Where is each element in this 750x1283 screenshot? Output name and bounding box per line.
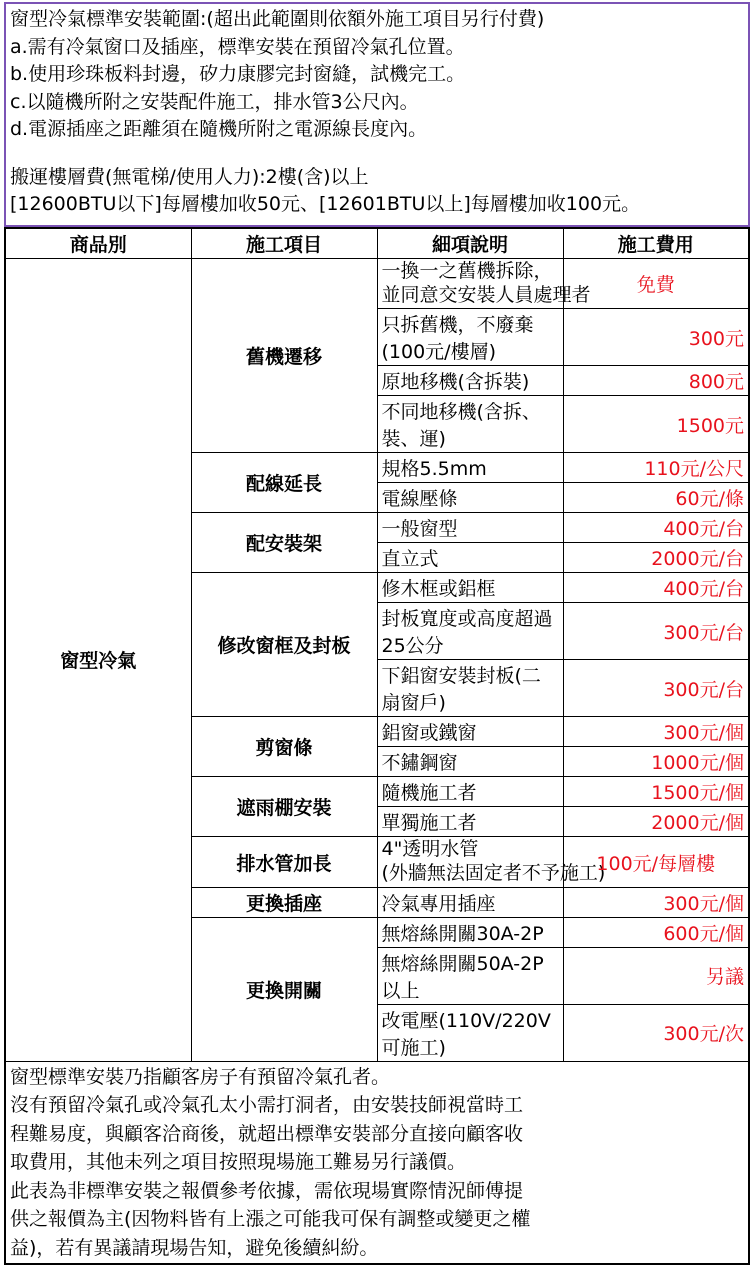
installation-notes-box — [4, 2, 750, 227]
item-cell: 遮雨棚安裝 — [191, 777, 377, 837]
moving-fee-title: 搬運樓層費(無電梯/使用人力):2樓(含)以上 — [10, 165, 369, 188]
header-category: 商品別 — [5, 228, 191, 259]
fee-cell: 300元/個 — [563, 887, 749, 917]
notes-spacer — [10, 144, 744, 164]
table-row — [5, 258, 749, 309]
description-cell: 直立式 — [377, 543, 563, 573]
category-cell: 窗型冷氣 — [5, 258, 191, 1061]
description-cell: 封板寬度或高度超過25公分 — [377, 603, 563, 660]
notes-line-c: c.以隨機所附之安裝配件施工，排水管3公尺內。 — [10, 90, 419, 113]
fee-cell: 免費 — [563, 258, 749, 309]
description-cell: 只拆舊機，不廢棄(100元/樓層) — [377, 309, 563, 366]
fee-cell: 2000元/個 — [563, 807, 749, 837]
item-cell: 配安裝架 — [191, 513, 377, 573]
description-cell: 無熔絲開關30A-2P — [377, 917, 563, 947]
fee-cell: 1000元/個 — [563, 747, 749, 777]
fee-cell: 300元/台 — [563, 603, 749, 660]
fee-cell: 400元/台 — [563, 513, 749, 543]
description-cell: 電線壓條 — [377, 483, 563, 513]
fee-cell: 60元/條 — [563, 483, 749, 513]
description-cell: 規格5.5mm — [377, 453, 563, 483]
description-cell: 不鏽鋼窗 — [377, 747, 563, 777]
fee-cell: 400元/台 — [563, 573, 749, 603]
price-table-body — [5, 258, 749, 1264]
description-cell: 修木框或鋁框 — [377, 573, 563, 603]
description-cell: 一般窗型 — [377, 513, 563, 543]
item-cell: 舊機遷移 — [191, 258, 377, 453]
fee-cell: 600元/個 — [563, 917, 749, 947]
fee-cell: 300元/個 — [563, 717, 749, 747]
footer-note: 窗型標準安裝乃指顧客房子有預留冷氣孔者。 沒有預留冷氣孔或冷氣孔太小需打洞者，由安裝技師視當時工 程難易度，與顧客洽商後，就超出標準安裝部分直接向顧客收 取費用，其他未列之項目按照現場施工難易另行議價。 此表為非標準安裝之報價參考依據，需依現場實際情況師傅提 供之報價為主(因物料皆有上漲之可能我可保有調整或變更之權 益)，若有異議請現場告知，避免後續糾紛。 — [5, 1061, 749, 1264]
item-cell: 修改窗框及封板 — [191, 573, 377, 717]
fee-cell: 300元/次 — [563, 1004, 749, 1061]
item-cell: 更換插座 — [191, 887, 377, 917]
fee-cell: 2000元/台 — [563, 543, 749, 573]
fee-cell: 另議 — [563, 947, 749, 1004]
item-cell: 排水管加長 — [191, 837, 377, 888]
fee-cell: 1500元 — [563, 396, 749, 453]
price-table — [4, 227, 750, 1266]
description-cell: 冷氣專用插座 — [377, 887, 563, 917]
table-header-row — [5, 228, 749, 259]
description-cell: 隨機施工者 — [377, 777, 563, 807]
item-cell: 剪窗條 — [191, 717, 377, 777]
price-table-head — [5, 228, 749, 259]
fee-cell: 1500元/個 — [563, 777, 749, 807]
notes-line-a: a.需有冷氣窗口及插座，標準安裝在預留冷氣孔位置。 — [10, 35, 465, 58]
notes-line-b: b.使用珍珠板料封邊，矽力康膠完封窗縫，試機完工。 — [10, 63, 466, 86]
notes-title: 窗型冷氣標準安裝範圍:(超出此範圍則依額外施工項目另行付費) — [10, 8, 545, 30]
description-cell: 鋁窗或鐵窗 — [377, 717, 563, 747]
fee-cell: 300元/台 — [563, 660, 749, 717]
description-cell: 單獨施工者 — [377, 807, 563, 837]
item-cell: 配線延長 — [191, 453, 377, 513]
header-fee: 施工費用 — [563, 228, 749, 259]
header-description: 細項說明 — [377, 228, 563, 259]
fee-cell: 100元/每層樓 — [563, 837, 749, 888]
header-item: 施工項目 — [191, 228, 377, 259]
fee-cell: 800元 — [563, 366, 749, 396]
document-page — [0, 2, 750, 1265]
description-cell: 4"透明水管 (外牆無法固定者不予施工) — [377, 837, 563, 888]
notes-line-d: d.電源插座之距離須在隨機所附之電源線長度內。 — [10, 118, 428, 141]
description-cell: 無熔絲開關50A-2P以上 — [377, 947, 563, 1004]
description-cell: 下鋁窗安裝封板(二扇窗戶) — [377, 660, 563, 717]
item-cell: 更換開關 — [191, 917, 377, 1061]
fee-cell: 110元/公尺 — [563, 453, 749, 483]
description-cell: 一換一之舊機拆除， 並同意交安裝人員處理者 — [377, 258, 563, 309]
description-cell: 改電壓(110V/220V可施工) — [377, 1004, 563, 1061]
moving-fee-detail: [12600BTU以下]每層樓加收50元、[12601BTU以上]每層樓加收100元。 — [10, 193, 641, 216]
footer-row — [5, 1061, 749, 1264]
fee-cell: 300元 — [563, 309, 749, 366]
description-cell: 原地移機(含拆裝) — [377, 366, 563, 396]
description-cell: 不同地移機(含拆、裝、運) — [377, 396, 563, 453]
